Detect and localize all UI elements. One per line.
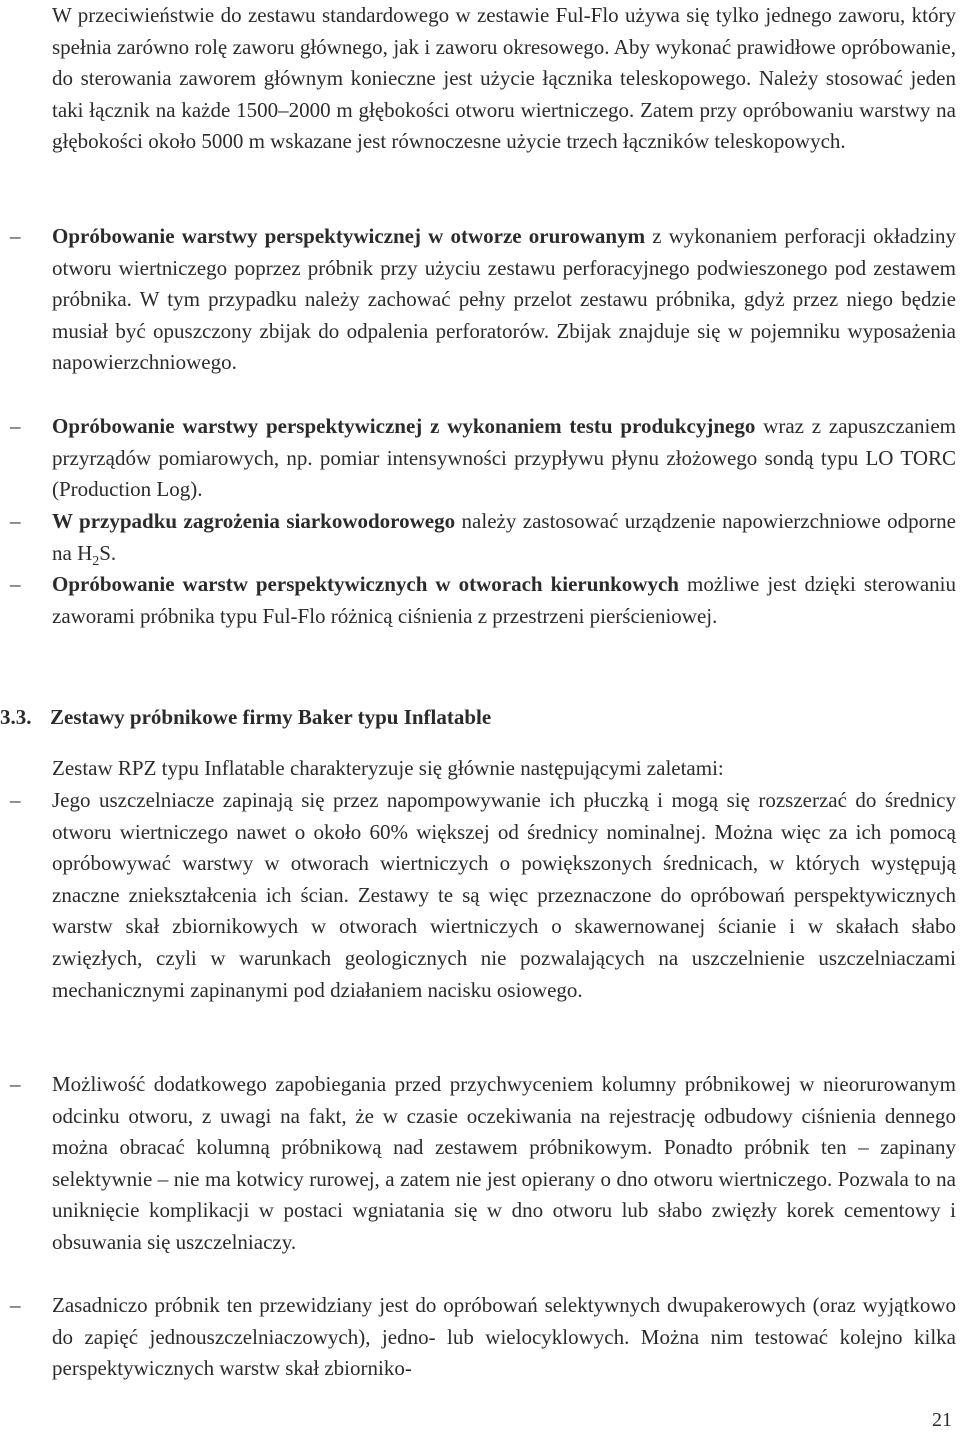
list-item (10, 411, 956, 506)
section-number: 3.3. (0, 705, 32, 729)
list-item-text: Jego uszczelniacze zapinają się przez napompowywanie ich płuczką i mogą się rozszerzać do średnicy otworu wiertniczego nawet o około 60% większej od średnicy nominalnej. Można więc za ich pomocą opróbowywać warstwy w otworach wiertniczych o powiększonych średnicach, w których występują znaczne zniekształcenia ich ścian. Zestawy te są więc przeznaczone do opróbowań perspektywicznych warstw skał zbiornikowych w otworach wiertniczych o skawernowanej ścianie i w skałach słabo zwięzłych, czyli w warunkach geologicznych nie pozwalających na uszczelnienie uszczelniaczami mechanicznymi zapinanymi pod działaniem nacisku osiowego. (52, 788, 956, 1002)
list-item (10, 221, 956, 379)
page-number: 21 (932, 1409, 952, 1431)
bullet-dash: – (10, 788, 21, 812)
list-item-text: W przypadku zagrożenia siarkowodorowego należy zastosować urządzenie napowierzchniowe odporne na $H_2S$. (52, 509, 956, 569)
list-item (10, 569, 956, 632)
list-item-text: Opróbowanie warstwy perspektywicznej z wykonaniem testu produkcyjnego wraz z zapuszczaniem przyrządów pomiarowych, np. pomiar intensywności przypływu płynu złożowego sondą typu LO TORC (Production Log). (52, 414, 956, 502)
list-item-text: Opróbowanie warstw perspektywicznych w otworach kierunkowych możliwe jest dzięki sterowaniu zaworami próbnika typu Ful-Flo różnicą ciśnienia z przestrzeni pierścieniowej. (52, 572, 956, 628)
list-item-text: Opróbowanie warstwy perspektywicznej w otworze orurowanym z wykonaniem perforacji okładziny otworu wiertniczego poprzez próbnik przy użyciu zestawu perforacyjnego podwieszonego pod zestawem próbnika. W tym przypadku należy zachować pełny przelot zestawu próbnika, gdyż przez niego będzie musiał być opuszczony zbijak do odpalenia perforatorów. Zbijak znajduje się w pojemniku wyposażenia napowierzchniowego. (52, 224, 956, 375)
list-item-text: Możliwość dodatkowego zapobiegania przed przychwyceniem kolumny próbnikowej w nieorurowanym odcinku otworu, z uwagi na fakt, że w czasie oczekiwania na rejestrację odbudowy ciśnienia dennego można obracać kolumną próbnikową nad zestawem próbnikowym. Ponadto próbnik ten – zapinany selektywnie – nie ma kotwicy rurowej, a zatem nie jest opierany o dno otworu wiertniczego. Pozwala to na uniknięcie komplikacji w postaci wgniatania się w dno otworu lub słabo zwięzły korek cementowy i obsuwania się uszczelniaczy. (52, 1072, 956, 1254)
intro-sentence: Zestaw RPZ typu Inflatable charakteryzuje się głównie następującymi zaletami: (52, 756, 724, 780)
bullet-dash: – (10, 1293, 21, 1317)
section-title: Zestawy próbnikowe firmy Baker typu Inflatable (50, 705, 492, 729)
bullet-dash: – (10, 572, 21, 596)
list-item (10, 1069, 956, 1259)
bullet-dash: – (10, 414, 21, 438)
list-item (10, 1290, 956, 1385)
list-item (10, 785, 956, 1006)
paragraph-ful-flo: W przeciwieństwie do zestawu standardowego w zestawie Ful-Flo używa się tylko jednego zaworu, który spełnia zarówno rolę zaworu głównego, jak i zaworu okresowego. Aby wykonać prawidłowe opróbowanie, do sterowania zaworem głównym konieczne jest użycie łącznika teleskopowego. Należy stosować jeden taki łącznik na każde 1500–2000 m głębokości otworu wiertniczego. Zatem przy opróbowaniu warstwy na głębokości około 5000 m wskazane jest równoczesne użycie trzech łączników teleskopowych. (52, 3, 956, 154)
section-heading (0, 702, 491, 732)
bullet-dash: – (10, 509, 21, 533)
bullet-dash: – (10, 1072, 21, 1096)
list-item (10, 506, 956, 577)
bullet-dash: – (10, 224, 21, 248)
list-item-text: Zasadniczo próbnik ten przewidziany jest do opróbowań selektywnych dwupakerowych (oraz wyjątkowo do zapięć jednouszczelniaczowych), jedno- lub wielocyklowych. Można nim testować kolejno kilka perspektywicznych warstw skał zbiorniko- (52, 1293, 956, 1381)
